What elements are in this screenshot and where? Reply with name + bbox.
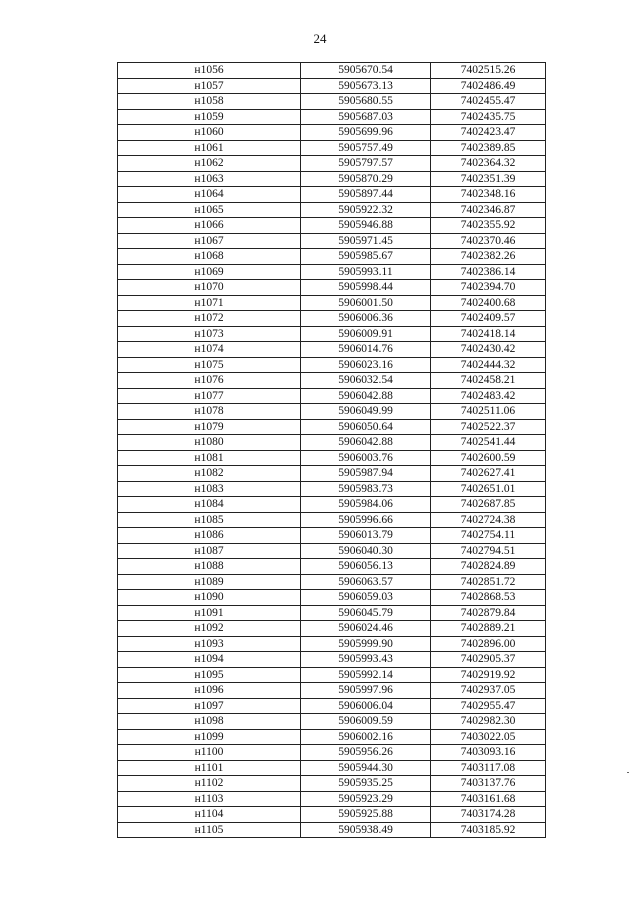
x-coordinate-cell: 5905987.94 xyxy=(301,466,431,482)
table-row xyxy=(118,822,546,838)
table-row xyxy=(118,63,546,79)
point-id-cell: н1064 xyxy=(118,187,301,203)
x-coordinate-cell: 5906040.30 xyxy=(301,543,431,559)
table-row xyxy=(118,264,546,280)
y-coordinate-cell: 7402896.00 xyxy=(431,636,546,652)
table-row xyxy=(118,745,546,761)
point-id-cell: н1093 xyxy=(118,636,301,652)
y-coordinate-cell: 7402394.70 xyxy=(431,280,546,296)
point-id-cell: н1081 xyxy=(118,450,301,466)
point-id-cell: н1091 xyxy=(118,605,301,621)
y-coordinate-cell: 7402486.49 xyxy=(431,78,546,94)
table-row xyxy=(118,435,546,451)
table-row xyxy=(118,311,546,327)
x-coordinate-cell: 5905673.13 xyxy=(301,78,431,94)
y-coordinate-cell: 7402418.14 xyxy=(431,326,546,342)
y-coordinate-cell: 7402355.92 xyxy=(431,218,546,234)
point-id-cell: н1062 xyxy=(118,156,301,172)
point-id-cell: н1079 xyxy=(118,419,301,435)
point-id-cell: н1074 xyxy=(118,342,301,358)
x-coordinate-cell: 5906042.88 xyxy=(301,435,431,451)
table-row xyxy=(118,342,546,358)
x-coordinate-cell: 5906059.03 xyxy=(301,590,431,606)
point-id-cell: н1058 xyxy=(118,94,301,110)
x-coordinate-cell: 5906014.76 xyxy=(301,342,431,358)
x-coordinate-cell: 5905925.88 xyxy=(301,807,431,823)
table-row xyxy=(118,373,546,389)
point-id-cell: н1103 xyxy=(118,791,301,807)
point-id-cell: н1105 xyxy=(118,822,301,838)
table-row xyxy=(118,714,546,730)
x-coordinate-cell: 5905897.44 xyxy=(301,187,431,203)
y-coordinate-cell: 7402409.57 xyxy=(431,311,546,327)
y-coordinate-cell: 7402389.85 xyxy=(431,140,546,156)
x-coordinate-cell: 5906006.04 xyxy=(301,698,431,714)
x-coordinate-cell: 5906001.50 xyxy=(301,295,431,311)
table-row xyxy=(118,760,546,776)
y-coordinate-cell: 7402515.26 xyxy=(431,63,546,79)
x-coordinate-cell: 5905992.14 xyxy=(301,667,431,683)
y-coordinate-cell: 7403185.92 xyxy=(431,822,546,838)
table-row xyxy=(118,78,546,94)
y-coordinate-cell: 7402879.84 xyxy=(431,605,546,621)
x-coordinate-cell: 5906003.76 xyxy=(301,450,431,466)
y-coordinate-cell: 7402651.01 xyxy=(431,481,546,497)
table-row xyxy=(118,729,546,745)
table-row xyxy=(118,249,546,265)
y-coordinate-cell: 7403117.08 xyxy=(431,760,546,776)
table-row xyxy=(118,295,546,311)
y-coordinate-cell: 7402937.05 xyxy=(431,683,546,699)
x-coordinate-cell: 5906049.99 xyxy=(301,404,431,420)
x-coordinate-cell: 5906009.59 xyxy=(301,714,431,730)
y-coordinate-cell: 7402444.32 xyxy=(431,357,546,373)
point-id-cell: н1089 xyxy=(118,574,301,590)
point-id-cell: н1092 xyxy=(118,621,301,637)
y-coordinate-cell: 7402382.26 xyxy=(431,249,546,265)
point-id-cell: н1066 xyxy=(118,218,301,234)
table-row xyxy=(118,528,546,544)
y-coordinate-cell: 7402889.21 xyxy=(431,621,546,637)
table-row xyxy=(118,419,546,435)
point-id-cell: н1068 xyxy=(118,249,301,265)
y-coordinate-cell: 7402364.32 xyxy=(431,156,546,172)
x-coordinate-cell: 5906063.57 xyxy=(301,574,431,590)
table-row xyxy=(118,497,546,513)
x-coordinate-cell: 5905956.26 xyxy=(301,745,431,761)
x-coordinate-cell: 5905997.96 xyxy=(301,683,431,699)
y-coordinate-cell: 7402724.38 xyxy=(431,512,546,528)
y-coordinate-cell: 7402348.16 xyxy=(431,187,546,203)
point-id-cell: н1060 xyxy=(118,125,301,141)
x-coordinate-cell: 5906002.16 xyxy=(301,729,431,745)
y-coordinate-cell: 7403022.05 xyxy=(431,729,546,745)
x-coordinate-cell: 5906024.46 xyxy=(301,621,431,637)
y-coordinate-cell: 7402868.53 xyxy=(431,590,546,606)
table-row xyxy=(118,202,546,218)
table-row xyxy=(118,652,546,668)
point-id-cell: н1067 xyxy=(118,233,301,249)
y-coordinate-cell: 7403174.28 xyxy=(431,807,546,823)
table-row xyxy=(118,404,546,420)
x-coordinate-cell: 5905999.90 xyxy=(301,636,431,652)
y-coordinate-cell: 7402430.42 xyxy=(431,342,546,358)
y-coordinate-cell: 7402794.51 xyxy=(431,543,546,559)
table-row xyxy=(118,326,546,342)
table-row xyxy=(118,171,546,187)
table-row xyxy=(118,94,546,110)
x-coordinate-cell: 5905923.29 xyxy=(301,791,431,807)
x-coordinate-cell: 5905946.88 xyxy=(301,218,431,234)
table-row xyxy=(118,621,546,637)
point-id-cell: н1085 xyxy=(118,512,301,528)
y-coordinate-cell: 7402824.89 xyxy=(431,559,546,575)
table-row xyxy=(118,590,546,606)
coordinates-table-body xyxy=(118,63,546,838)
x-coordinate-cell: 5905797.57 xyxy=(301,156,431,172)
point-id-cell: н1086 xyxy=(118,528,301,544)
y-coordinate-cell: 7402919.92 xyxy=(431,667,546,683)
point-id-cell: н1056 xyxy=(118,63,301,79)
point-id-cell: н1094 xyxy=(118,652,301,668)
y-coordinate-cell: 7402435.75 xyxy=(431,109,546,125)
table-row xyxy=(118,280,546,296)
point-id-cell: н1082 xyxy=(118,466,301,482)
y-coordinate-cell: 7402511.06 xyxy=(431,404,546,420)
x-coordinate-cell: 5905870.29 xyxy=(301,171,431,187)
table-row xyxy=(118,605,546,621)
table-row xyxy=(118,140,546,156)
x-coordinate-cell: 5905996.66 xyxy=(301,512,431,528)
x-coordinate-cell: 5905935.25 xyxy=(301,776,431,792)
x-coordinate-cell: 5905983.73 xyxy=(301,481,431,497)
table-row xyxy=(118,233,546,249)
point-id-cell: н1076 xyxy=(118,373,301,389)
table-row xyxy=(118,125,546,141)
table-row xyxy=(118,187,546,203)
y-coordinate-cell: 7403093.16 xyxy=(431,745,546,761)
y-coordinate-cell: 7402483.42 xyxy=(431,388,546,404)
y-coordinate-cell: 7402905.37 xyxy=(431,652,546,668)
x-coordinate-cell: 5906045.79 xyxy=(301,605,431,621)
x-coordinate-cell: 5905922.32 xyxy=(301,202,431,218)
y-coordinate-cell: 7402370.46 xyxy=(431,233,546,249)
y-coordinate-cell: 7402346.87 xyxy=(431,202,546,218)
table-row xyxy=(118,543,546,559)
table-row xyxy=(118,636,546,652)
x-coordinate-cell: 5906023.16 xyxy=(301,357,431,373)
table-row xyxy=(118,698,546,714)
point-id-cell: н1080 xyxy=(118,435,301,451)
table-row xyxy=(118,156,546,172)
x-coordinate-cell: 5905687.03 xyxy=(301,109,431,125)
point-id-cell: н1065 xyxy=(118,202,301,218)
point-id-cell: н1090 xyxy=(118,590,301,606)
table-row xyxy=(118,574,546,590)
x-coordinate-cell: 5906056.13 xyxy=(301,559,431,575)
page-number: 24 xyxy=(313,31,327,46)
coordinates-table xyxy=(117,62,546,838)
table-row xyxy=(118,218,546,234)
x-coordinate-cell: 5905993.43 xyxy=(301,652,431,668)
x-coordinate-cell: 5906050.64 xyxy=(301,419,431,435)
y-coordinate-cell: 7402522.37 xyxy=(431,419,546,435)
table-row xyxy=(118,109,546,125)
point-id-cell: н1070 xyxy=(118,280,301,296)
table-row xyxy=(118,466,546,482)
point-id-cell: н1102 xyxy=(118,776,301,792)
table-row xyxy=(118,388,546,404)
point-id-cell: н1077 xyxy=(118,388,301,404)
point-id-cell: н1101 xyxy=(118,760,301,776)
x-coordinate-cell: 5905757.49 xyxy=(301,140,431,156)
point-id-cell: н1083 xyxy=(118,481,301,497)
y-coordinate-cell: 7402423.47 xyxy=(431,125,546,141)
x-coordinate-cell: 5906013.79 xyxy=(301,528,431,544)
point-id-cell: н1075 xyxy=(118,357,301,373)
x-coordinate-cell: 5905971.45 xyxy=(301,233,431,249)
point-id-cell: н1098 xyxy=(118,714,301,730)
x-coordinate-cell: 5905680.55 xyxy=(301,94,431,110)
table-row xyxy=(118,481,546,497)
point-id-cell: н1069 xyxy=(118,264,301,280)
x-coordinate-cell: 5905670.54 xyxy=(301,63,431,79)
x-coordinate-cell: 5906009.91 xyxy=(301,326,431,342)
point-id-cell: н1088 xyxy=(118,559,301,575)
y-coordinate-cell: 7402687.85 xyxy=(431,497,546,513)
table-row xyxy=(118,807,546,823)
table-row xyxy=(118,683,546,699)
point-id-cell: н1071 xyxy=(118,295,301,311)
x-coordinate-cell: 5905699.96 xyxy=(301,125,431,141)
point-id-cell: н1072 xyxy=(118,311,301,327)
x-coordinate-cell: 5905984.06 xyxy=(301,497,431,513)
table-row xyxy=(118,667,546,683)
point-id-cell: н1078 xyxy=(118,404,301,420)
point-id-cell: н1097 xyxy=(118,698,301,714)
y-coordinate-cell: 7402455.47 xyxy=(431,94,546,110)
table-row xyxy=(118,776,546,792)
table-row xyxy=(118,512,546,528)
table-row xyxy=(118,357,546,373)
point-id-cell: н1104 xyxy=(118,807,301,823)
point-id-cell: н1095 xyxy=(118,667,301,683)
y-coordinate-cell: 7402754.11 xyxy=(431,528,546,544)
point-id-cell: н1096 xyxy=(118,683,301,699)
point-id-cell: н1061 xyxy=(118,140,301,156)
y-coordinate-cell: 7402400.68 xyxy=(431,295,546,311)
x-coordinate-cell: 5905993.11 xyxy=(301,264,431,280)
margin-mark xyxy=(627,772,629,773)
point-id-cell: н1057 xyxy=(118,78,301,94)
y-coordinate-cell: 7402541.44 xyxy=(431,435,546,451)
y-coordinate-cell: 7402386.14 xyxy=(431,264,546,280)
table-row xyxy=(118,450,546,466)
x-coordinate-cell: 5906032.54 xyxy=(301,373,431,389)
x-coordinate-cell: 5906042.88 xyxy=(301,388,431,404)
table-row xyxy=(118,559,546,575)
point-id-cell: н1073 xyxy=(118,326,301,342)
point-id-cell: н1087 xyxy=(118,543,301,559)
y-coordinate-cell: 7403137.76 xyxy=(431,776,546,792)
x-coordinate-cell: 5905985.67 xyxy=(301,249,431,265)
point-id-cell: н1100 xyxy=(118,745,301,761)
y-coordinate-cell: 7402627.41 xyxy=(431,466,546,482)
y-coordinate-cell: 7402982.30 xyxy=(431,714,546,730)
point-id-cell: н1063 xyxy=(118,171,301,187)
x-coordinate-cell: 5905944.30 xyxy=(301,760,431,776)
x-coordinate-cell: 5906006.36 xyxy=(301,311,431,327)
point-id-cell: н1059 xyxy=(118,109,301,125)
point-id-cell: н1084 xyxy=(118,497,301,513)
y-coordinate-cell: 7403161.68 xyxy=(431,791,546,807)
point-id-cell: н1099 xyxy=(118,729,301,745)
y-coordinate-cell: 7402600.59 xyxy=(431,450,546,466)
y-coordinate-cell: 7402851.72 xyxy=(431,574,546,590)
table-row xyxy=(118,791,546,807)
x-coordinate-cell: 5905938.49 xyxy=(301,822,431,838)
y-coordinate-cell: 7402458.21 xyxy=(431,373,546,389)
y-coordinate-cell: 7402351.39 xyxy=(431,171,546,187)
x-coordinate-cell: 5905998.44 xyxy=(301,280,431,296)
y-coordinate-cell: 7402955.47 xyxy=(431,698,546,714)
